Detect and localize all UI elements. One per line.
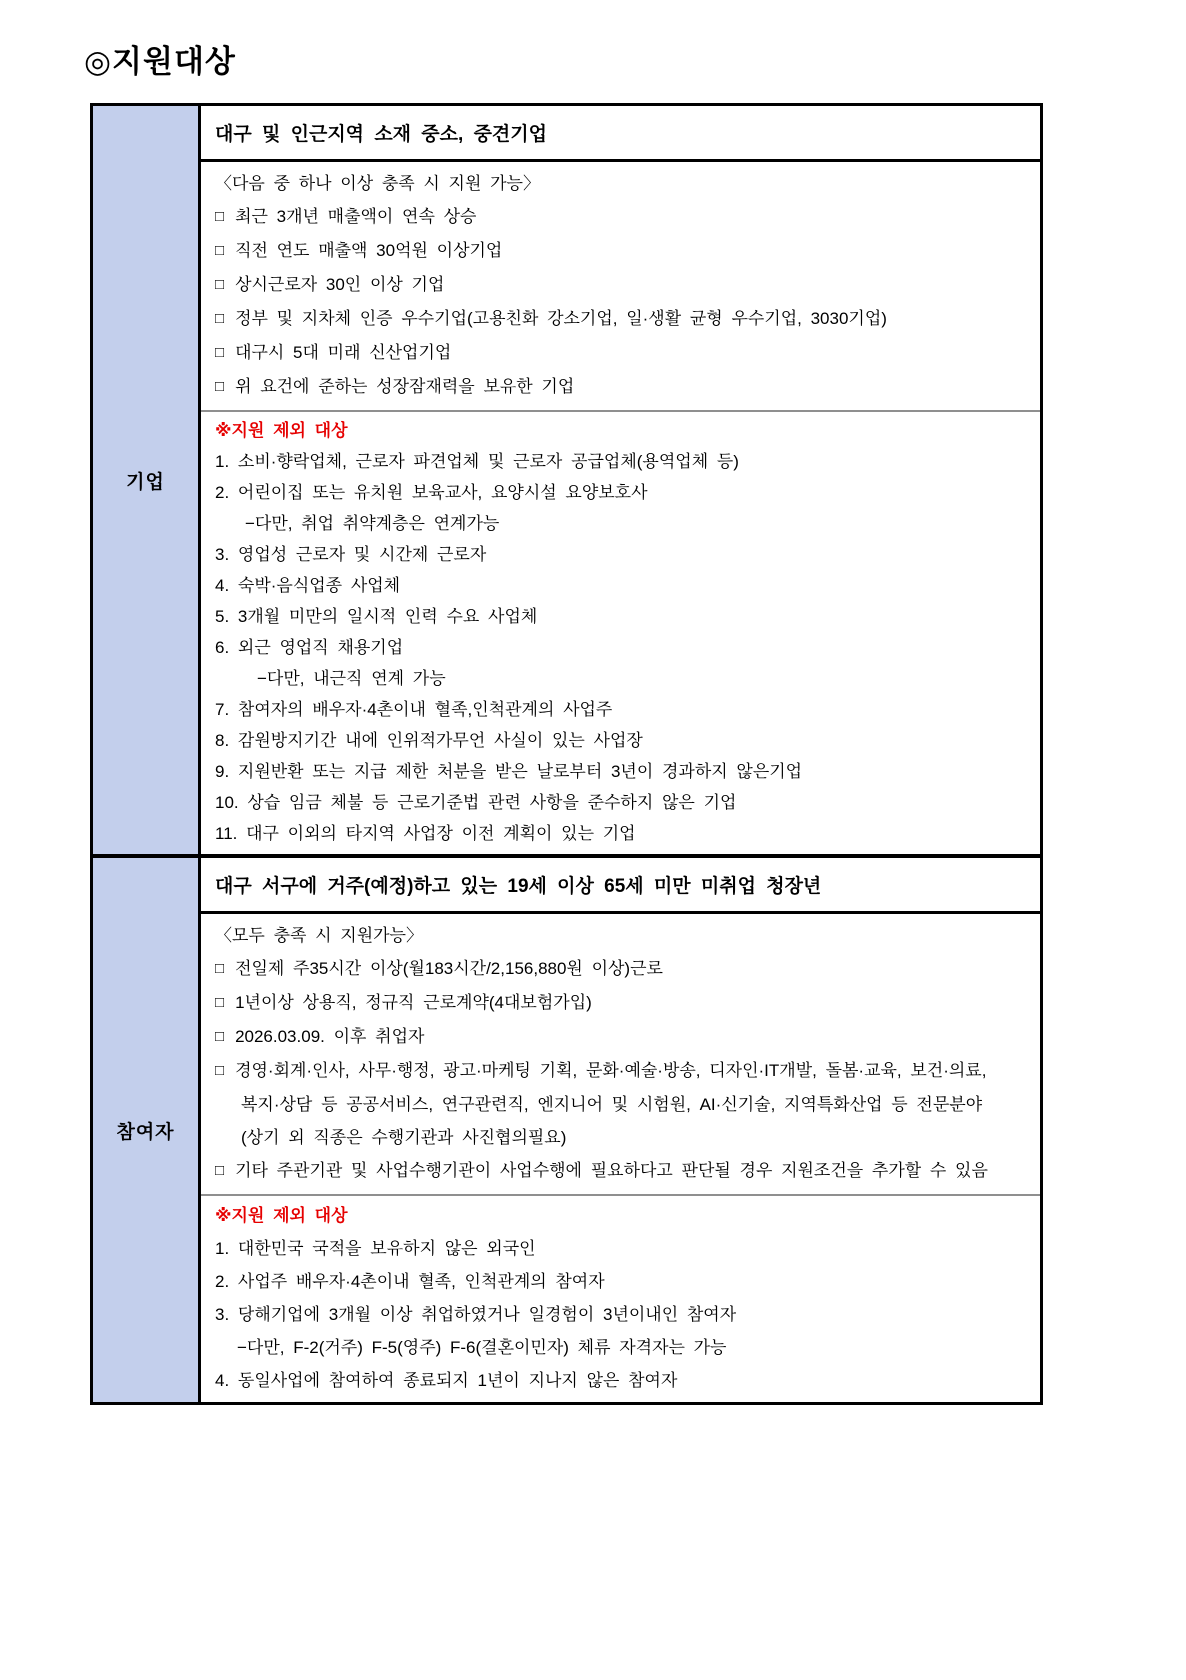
criteria-intro: 〈다음 중 하나 이상 충족 시 지원 가능〉 [215,174,540,193]
criteria-item-text: 상시근로자 30인 이상 기업 [235,275,445,294]
criteria-item [215,200,1034,234]
row-label-participant-text: 참여자 [116,1121,175,1143]
criteria-item [215,234,1034,268]
criteria-item [215,1020,1034,1054]
checkbox-icon: □ [215,242,225,259]
exclusion-item-note: −다만, 내근직 연계 가능 [257,669,446,688]
exclusion-item: 10. 상습 임금 체불 등 근로기준법 관련 사항을 준수하지 않은 기업 [215,793,737,812]
criteria-item [215,268,1034,302]
checkbox-icon: □ [215,994,225,1011]
exclusion-item: 3. 당해기업에 3개월 이상 취업하였거나 일경험이 3년이내인 참여자 [215,1305,737,1324]
exclusion-item: 5. 3개월 미만의 일시적 인력 수요 사업체 [215,607,538,626]
exclusion-item: 8. 감원방지기간 내에 인위적가무언 사실이 있는 사업장 [215,731,643,750]
criteria-item-text: 전일제 주35시간 이상(월183시간/2,156,880원 이상)근로 [235,959,663,978]
criteria-item-continuation: (상기 외 직종은 수행기관과 사진협의필요) [241,1128,567,1147]
participant-content [201,858,1040,1402]
exclusion-item-note: −다만, F-2(거주) F-5(영주) F-6(결혼이민자) 체류 자격자는 가능 [237,1338,727,1357]
checkbox-icon: □ [215,344,225,361]
row-label-company [93,106,201,854]
criteria-item-text: 2026.03.09. 이후 취업자 [235,1027,425,1046]
company-criteria-block [201,162,1040,412]
company-exclusion-block [201,412,1040,854]
support-table [90,103,1043,1405]
checkbox-icon: □ [215,276,225,293]
page-title: ◎지원대상 [84,44,236,79]
criteria-item [215,986,1034,1020]
criteria-item-text: 직전 연도 매출액 30억원 이상기업 [235,241,503,260]
exclusion-item: 6. 외근 영업직 채용기업 [215,638,404,657]
participant-criteria-block [201,914,1040,1196]
exclusion-item: 9. 지원반환 또는 지급 제한 처분을 받은 날로부터 3년이 경과하지 않은기업 [215,762,803,781]
checkbox-icon: □ [215,310,225,327]
criteria-item [215,1154,1034,1188]
exclusion-item-note: −다만, 취업 취약계층은 연계가능 [245,514,500,533]
participant-exclusion-block [201,1196,1040,1402]
criteria-item-text: 기타 주관기관 및 사업수행기관이 사업수행에 필요하다고 판단될 경우 지원조건을 추가할 수 있음 [235,1161,988,1180]
criteria-item [215,370,1034,404]
criteria-item-continuation: 복지·상담 등 공공서비스, 연구관련직, 엔지니어 및 시험원, AI·신기술, 지역특화산업 등 전문분야 [241,1095,983,1114]
criteria-item [215,336,1034,370]
criteria-item [215,302,1034,336]
criteria-intro: 〈모두 충족 시 지원가능〉 [215,926,423,945]
checkbox-icon: □ [215,1062,225,1079]
company-content [201,106,1040,854]
exclusion-item: 2. 사업주 배우자·4촌이내 혈족, 인척관계의 참여자 [215,1272,605,1291]
checkbox-icon: □ [215,1028,225,1045]
criteria-item [215,1054,1034,1088]
section-company [93,106,1040,854]
criteria-item-text: 대구시 5대 미래 신산업기업 [235,343,452,362]
criteria-item-text: 최근 3개년 매출액이 연속 상승 [235,207,477,226]
exclusion-item: 1. 소비·향락업체, 근로자 파견업체 및 근로자 공급업체(용역업체 등) [215,452,739,471]
checkbox-icon: □ [215,1162,225,1179]
criteria-item [215,952,1034,986]
exclusion-item: 11. 대구 이외의 타지역 사업장 이전 계획이 있는 기업 [215,824,636,843]
checkbox-icon: □ [215,378,225,395]
participant-header: 대구 서구에 거주(예정)하고 있는 19세 이상 65세 미만 미취업 청장년 [201,858,1040,914]
section-participant [93,854,1040,1402]
criteria-item-text: 경영·회계·인사, 사무·행정, 광고·마케팅 기획, 문화·예술·방송, 디자인·IT개발, 돌봄·교육, 보건·의료, [235,1061,987,1080]
row-label-company-text: 기업 [126,471,165,493]
exclusion-item: 7. 참여자의 배우자·4촌이내 혈족,인척관계의 사업주 [215,700,613,719]
exclusion-item: 3. 영업성 근로자 및 시간제 근로자 [215,545,487,564]
company-header: 대구 및 인근지역 소재 중소, 중견기업 [201,106,1040,162]
checkbox-icon: □ [215,960,225,977]
checkbox-icon: □ [215,208,225,225]
exclusion-item: 4. 동일사업에 참여하여 종료되지 1년이 지나지 않은 참여자 [215,1371,678,1390]
exclusion-item: 2. 어린이집 또는 유치원 보육교사, 요양시설 요양보호사 [215,483,648,502]
exclusion-item: 1. 대한민국 국적을 보유하지 않은 외국인 [215,1239,536,1258]
criteria-item-text: 위 요건에 준하는 성장잠재력을 보유한 기업 [235,377,575,396]
exclusion-item: 4. 숙박·음식업종 사업체 [215,576,401,595]
row-label-participant [93,858,201,1402]
criteria-item-text: 정부 및 지차체 인증 우수기업(고용친화 강소기업, 일·생활 균형 우수기업, 3030기업) [235,309,887,328]
criteria-item-text: 1년이상 상용직, 정규직 근로계약(4대보험가입) [235,993,592,1012]
exclusion-title: ※지원 제외 대상 [215,1206,348,1225]
exclusion-title: ※지원 제외 대상 [215,421,348,440]
